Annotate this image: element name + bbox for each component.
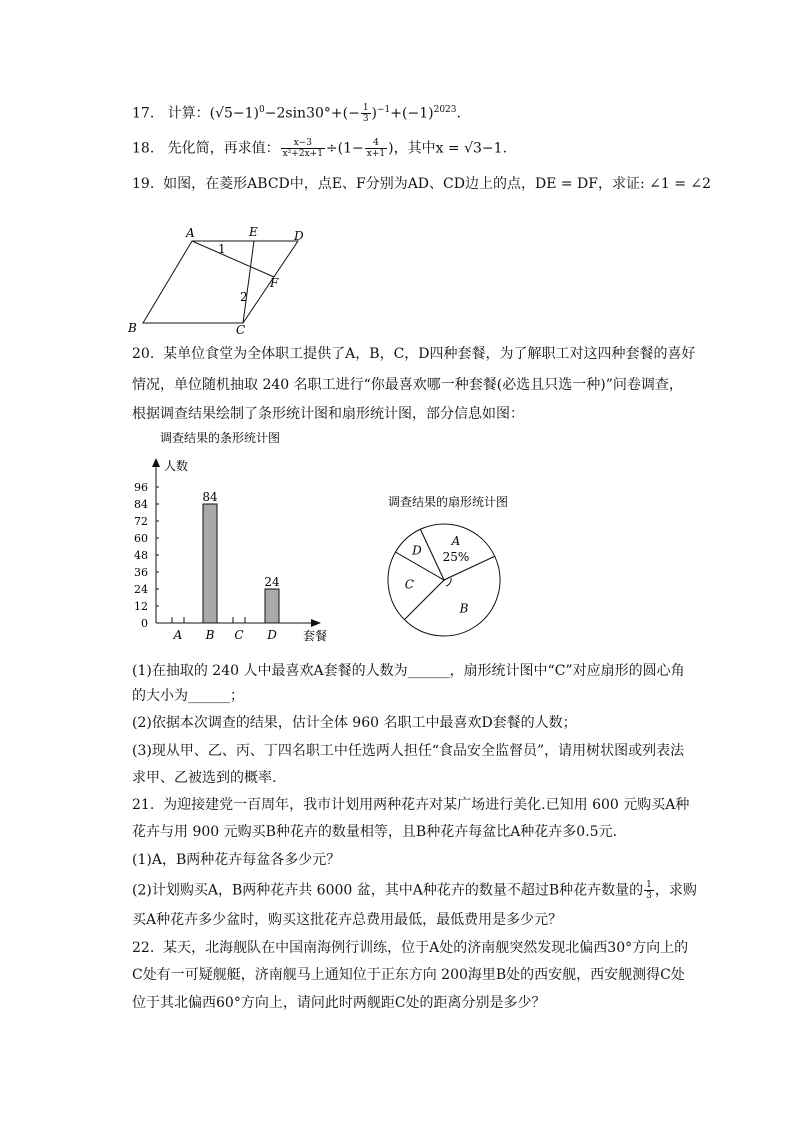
x-tick-label: A — [173, 628, 183, 642]
bar-value-label: 24 — [264, 575, 280, 589]
pie-pct-label: 25% — [442, 550, 470, 565]
bar-D — [265, 589, 279, 623]
y-axis-label: 人数 — [164, 459, 189, 473]
pie-chart — [370, 485, 550, 655]
bar-chart — [120, 425, 350, 650]
fraction: $\frac{1}{3}$ — [362, 103, 369, 125]
x-axis-label: 套餐 — [303, 629, 328, 643]
q18-number: 18. — [132, 140, 155, 157]
q21-part1: (1)A，B两种花卉每盆各多少元？ — [132, 852, 341, 868]
q18: 18. 先化简，再求值： $\frac{x-3}{\text{x²+2x+1}}$ ÷(1− $\frac{4}{x+1}$ )，其中x = √3−1. — [132, 138, 508, 159]
x-axis-arrow — [311, 619, 321, 627]
label-f: F — [270, 276, 279, 290]
segment-af — [192, 241, 274, 277]
fraction: $\frac{x-3}{\text{x²+2x+1}}$ — [282, 138, 323, 159]
y-axis-arrow — [152, 458, 160, 467]
q20-line2: 情况，单位随机抽取 240 名职工进行“你最喜欢哪一种套餐(必选且只选一种)”问卷调查， — [132, 377, 683, 393]
pie-label-A: A — [451, 534, 461, 549]
label-c: C — [236, 323, 246, 337]
x-tick-label: D — [267, 628, 277, 642]
q17-number: 17. — [132, 105, 155, 122]
q17: 17. 计算：$(√5-1)^0-2\sin 30^\circ+(-$ $\frac{1}{3}$ )$^{-1}+(-1)^{2023}$. — [132, 103, 461, 125]
q21-line1: 21. 为迎接建党一百周年，我市计划用两种花卉对某广场进行美化.已知用 600 元购买A种 — [132, 797, 690, 813]
fraction: $\frac{1}{3}$ — [646, 880, 652, 901]
x-tick-label: C — [234, 628, 244, 642]
q22-line2: C处有一可疑舰艇，济南舰马上通知位于正东方向 200海里B处的西安舰，西安舰测得C处 — [132, 967, 685, 983]
bar-chart-title: 调查结果的条形统计图 — [160, 431, 281, 445]
y-tick-label: 72 — [134, 515, 148, 528]
q22-line1: 22. 某天，北海舰队在中国南海例行训练，位于A处的济南舰突然发现北偏西30°方向上的 — [132, 940, 689, 956]
q20-line3: 根据调查结果绘制了条形统计图和扇形统计图，部分信息如图： — [132, 406, 524, 422]
y-tick-label: 36 — [134, 566, 148, 579]
q22-number: 22. — [132, 940, 155, 956]
y-tick-label: 24 — [134, 583, 148, 596]
q21-part2a: (2)计划购买A，B两种花卉共 6000 盆，其中A种花卉的数量不超过B种花卉数量的 $\frac{1}{3}$ ，求购 — [132, 880, 697, 901]
angle-1-label: 1 — [218, 242, 226, 256]
y-tick-label: 60 — [134, 532, 148, 545]
q21-line2: 花卉与用 900 元购买B种花卉的数量相等，且B种花卉每盆比A种花卉多0.5元. — [132, 824, 618, 840]
bar-value-label: 84 — [202, 490, 218, 504]
y-tick-label: 12 — [134, 600, 148, 613]
q20-part2: (2)依据本次调查的结果，估计全体 960 名职工中最喜欢D套餐的人数； — [132, 715, 577, 731]
q19-number: 19. — [132, 176, 155, 192]
label-e: E — [249, 225, 258, 239]
q20-part1a: (1)在抽取的 240 人中最喜欢A套餐的人数为______，扇形统计图中“C”对应扇形的圆心角 — [132, 663, 685, 679]
q21-number: 21. — [132, 797, 155, 813]
q20-line1: 20. 某单位食堂为全体职工提供了A，B，C，D四种套餐，为了解职工对这四种套餐的喜好 — [132, 346, 696, 362]
q19: 19. 如图，在菱形ABCD中，点E、F分别为AD、CD边上的点，DE = DF，求证: ∠1 = ∠2 — [132, 176, 712, 192]
q20-number: 20. — [132, 346, 155, 362]
q20-part1b: 的大小为______； — [132, 688, 244, 704]
y-tick-label: 48 — [134, 549, 148, 562]
pie-label-C: C — [404, 577, 414, 592]
q22-line3: 位于其北偏西60°方向上，请问此时两舰距C处的距离分别是多少？ — [132, 995, 546, 1011]
q20-part3b: 求甲、乙被选到的概率. — [132, 770, 277, 786]
pie-label-D: D — [412, 543, 422, 558]
pie-label-B: B — [459, 601, 469, 616]
pie-chart-title: 调查结果的扇形统计图 — [388, 495, 509, 509]
bar-B — [203, 504, 217, 623]
y-tick-label: 96 — [134, 481, 148, 494]
q21-part2b: 买A种花卉多少盆时，购买这批花卉总费用最低，最低费用是多少元？ — [132, 912, 563, 928]
q20-part3a: (3)现从甲、乙、丙、丁四名职工中任选两人担任“食品安全监督员”，请用树状图或列表法 — [132, 743, 685, 759]
angle-2-label: 2 — [240, 290, 248, 304]
y-tick-label: 0 — [141, 617, 148, 630]
segment-ce — [243, 241, 254, 323]
x-tick-label: B — [205, 628, 215, 642]
label-d: D — [294, 229, 304, 243]
label-b: B — [128, 321, 137, 335]
rhombus-figure — [120, 220, 320, 340]
y-tick-label: 84 — [134, 498, 148, 511]
fraction: $\frac{4}{x+1}$ — [366, 138, 386, 159]
label-a: A — [186, 226, 195, 240]
